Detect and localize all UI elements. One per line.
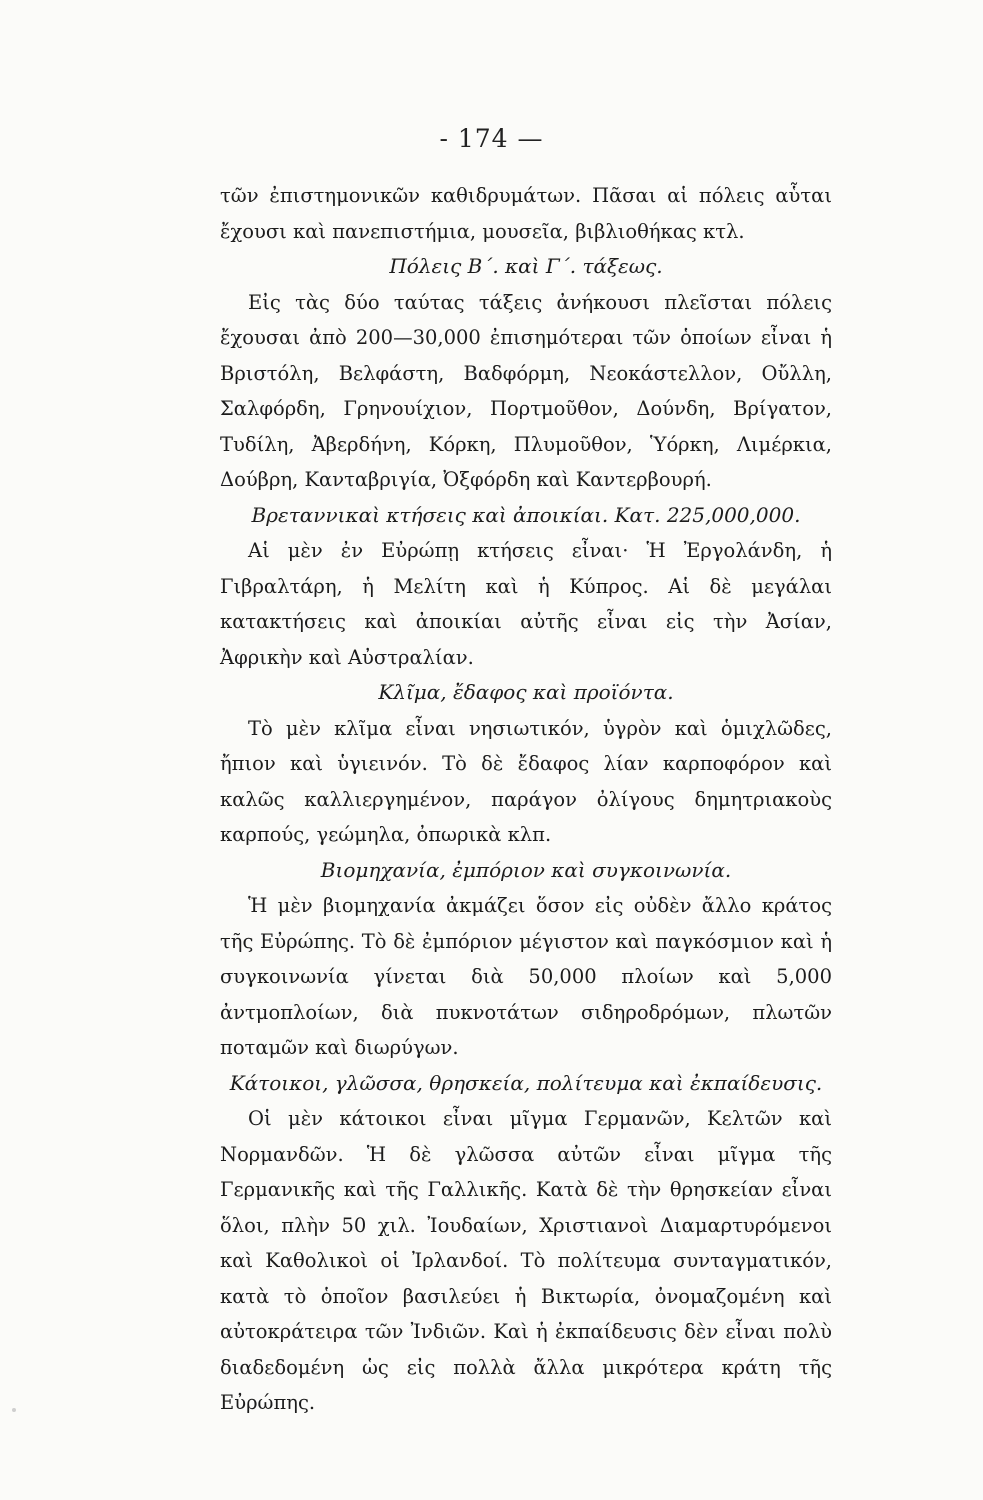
paragraph-continuation: τῶν ἐπιστημονικῶν καθιδρυμάτων. Πᾶσαι αἱ πόλεις αὗται ἔχουσι καὶ πανεπιστήμια, μουσεῖα, βιβλιοθήκας κτλ. (220, 184, 832, 243)
paragraph-cities: Εἰς τὰς δύο ταύτας τάξεις ἀνήκουσι πλεῖσται πόλεις ἔχουσαι ἀπὸ 200—30,000 ἐπισημότεραι τῶν ὁποίων εἶναι ἡ Βριστόλη, Βελφάστη, Βαδφόρμη, Νεοκάστελλον, Οὔλλη, Σαλφόρδη, Γρηνουίχιον, Πορτμοῦθον, Δούνδη, Βρίγατον, Τυδίλη, Ἀβερδήνη, Κόρκη, Πλυμοῦθον, Ὑόρκη, Λιμέρκια, Δούβρη, Κανταβριγία, Ὀξφόρδη καὶ Καντερβουρή. (220, 290, 832, 491)
section-heading-cities: Πόλεις Β΄. καὶ Γ΄. τάξεως. (389, 254, 663, 278)
paragraph-climate: Τὸ μὲν κλῖμα εἶναι νησιωτικόν, ὑγρὸν καὶ ὁμιχλῶδες, ἤπιον καὶ ὑγιεινόν. Τὸ δὲ ἔδαφος λίαν καρποφόρον καὶ καλῶς καλλιεργημένον, παράγον ὀλίγους δημητριακοὺς καρπούς, γεώμηλα, ὀπωρικὰ κλπ. (220, 716, 832, 846)
page-body (220, 178, 832, 1421)
section-heading-climate: Κλῖμα, ἔδαφος καὶ προϊόντα. (378, 680, 674, 704)
paragraph-inhabitants: Οἱ μὲν κάτοικοι εἶναι μῖγμα Γερμανῶν, Κελτῶν καὶ Νορμανδῶν. Ἡ δὲ γλῶσσα αὐτῶν εἶναι μῖγμα τῆς Γερμανικῆς καὶ τῆς Γαλλικῆς. Κατὰ δὲ τὴν θρησκείαν εἶναι ὅλοι, πλὴν 50 χιλ. Ἰουδαίων, Χριστιανοὶ Διαμαρτυρόμενοι καὶ Καθολικοὶ οἱ Ἰρλανδοί. Τὸ πολίτευμα συνταγματικόν, κατὰ τὸ ὁποῖον βασιλεύει ἡ Βικτωρία, ὀνομαζομένη καὶ αὐτοκράτειρα τῶν Ἰνδιῶν. Καὶ ἡ ἐκπαίδευσις δὲν εἶναι πολὺ διαδεδομένη ὡς εἰς πολλὰ ἄλλα μικρότερα κράτη τῆς Εὐρώπης. (220, 1107, 832, 1414)
page-number: - 174 — (439, 124, 544, 153)
section-heading-colonies: Βρεταννικαὶ κτήσεις καὶ ἀποικίαι. Κατ. 225,000,000. (251, 502, 801, 527)
paragraph-industry: Ἡ μὲν βιομηχανία ἀκμάζει ὅσον εἰς οὐδὲν ἄλλο κράτος τῆς Εὐρώπης. Τὸ δὲ ἐμπόριον μέγιστον καὶ παγκόσμιον καὶ ἡ συγκοινωνία γίνεται διὰ 50,000 πλοίων καὶ 5,000 ἀντμοπλοίων, διὰ πυκνοτάτων σιδηροδρόμων, πλωτῶν ποταμῶν καὶ διωρύγων. (220, 894, 832, 1059)
section-heading-inhabitants: Κάτοικοι, γλῶσσα, θρησκεία, πολίτευμα καὶ ἐκπαίδευσις. (229, 1070, 823, 1095)
paper-speck (12, 1408, 16, 1412)
paragraph-colonies: Αἱ μὲν ἐν Εὐρώπῃ κτήσεις εἶναι· Ἡ Ἐργολάνδη, ἡ Γιβραλτάρη, ἡ Μελίτη καὶ ἡ Κύπρος. Αἱ δὲ μεγάλαι κατακτήσεις καὶ ἀποικίαι αὐτῆς εἶναι εἰς τὴν Ἀσίαν, Ἀφρικὴν καὶ Αὐστραλίαν. (220, 539, 832, 669)
section-heading-industry: Βιομηχανία, ἐμπόριον καὶ συγκοινωνία. (320, 857, 732, 882)
